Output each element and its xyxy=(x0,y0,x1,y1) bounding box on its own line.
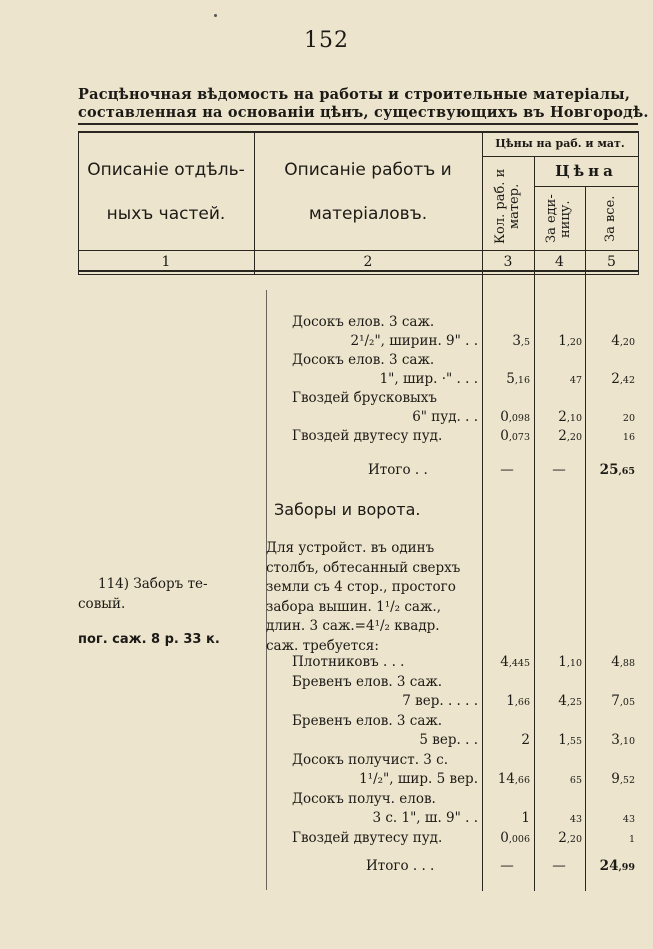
block1-row-unit-frac: 47 xyxy=(569,375,582,386)
block1-row-line2: 2¹/₂", ширин. 9" . . xyxy=(350,333,478,349)
block1-row-sum-frac: 16 xyxy=(622,432,635,443)
header-col4: За еди-ницу. xyxy=(544,194,573,244)
block2-row-qty-int: 1 xyxy=(521,810,530,826)
intro-line: столбъ, обтесанный сверхъ xyxy=(266,559,461,576)
title-rule xyxy=(78,123,638,125)
block2-total-qty: — xyxy=(500,858,514,874)
block2-row-sum-int: 4 xyxy=(611,654,620,670)
block1-row-unit-int: 1 xyxy=(558,333,567,349)
block1-row-unit xyxy=(536,333,582,349)
block2-row-line2: 3 с. 1", ш. 9" . . xyxy=(372,810,478,826)
block2-row-sum-frac: 43 xyxy=(622,814,635,825)
block1-total-label: Итого . . xyxy=(368,462,428,478)
block2-row-line1: Плотниковъ . . . xyxy=(292,654,405,670)
block2-row-sum-int: 9 xyxy=(611,771,620,787)
block2-row-qty xyxy=(484,654,530,670)
price-group-rule xyxy=(534,186,638,187)
block2-row-sum xyxy=(587,732,635,748)
block2-row-qty xyxy=(484,810,530,826)
header-bottom-rule xyxy=(78,250,638,251)
block2-row-unit-frac: 65 xyxy=(569,775,582,786)
block1-row-qty xyxy=(484,371,530,387)
block2-total-sum-frac: ,99 xyxy=(618,862,635,873)
block2-row-unit xyxy=(536,771,582,787)
block1-total-sum-frac: ,65 xyxy=(618,466,635,477)
block1-row-unit xyxy=(536,409,582,425)
block1-total-sum-int: 25 xyxy=(599,462,619,478)
block1-row-qty-frac: ,5 xyxy=(520,337,530,348)
block1-row-qty-frac: ,073 xyxy=(508,432,530,443)
block2-row-qty-int: 14 xyxy=(497,771,515,787)
block1-row-sum-frac: ,20 xyxy=(619,337,635,348)
block1-row-unit xyxy=(536,371,582,387)
block2-row-unit xyxy=(536,732,582,748)
block2-row-qty-int: 2 xyxy=(521,732,530,748)
block2-row-qty xyxy=(484,732,530,748)
block1-total-qty: — xyxy=(500,462,514,478)
block1-row-sum-frac: 20 xyxy=(622,413,635,424)
block1-total-unit: — xyxy=(552,462,566,478)
block2-row-sum-frac: ,05 xyxy=(619,697,635,708)
block2-row-line1: Досокъ получ. елов. xyxy=(292,790,436,807)
block2-total-sum-int: 24 xyxy=(599,858,619,874)
block1-row-qty-frac: ,098 xyxy=(508,413,530,424)
block1-row-line1: Досокъ елов. 3 саж. xyxy=(292,352,435,368)
block1-row-qty-int: 0 xyxy=(500,409,509,425)
header-col5: За все. xyxy=(603,195,618,243)
block1-row-sum xyxy=(587,428,635,444)
block2-row-unit xyxy=(536,830,582,846)
header-col1-line1: Описаніе отдѣль- xyxy=(87,160,245,180)
block2-row-unit-frac: 43 xyxy=(569,814,582,825)
block1-row-qty-frac: ,16 xyxy=(514,375,530,386)
block2-row-qty-frac: ,66 xyxy=(514,775,530,786)
block2-row-sum xyxy=(587,771,635,787)
block2-row-line1: Бревенъ елов. 3 саж. xyxy=(292,712,443,729)
block1-row-qty xyxy=(484,428,530,444)
block1-row-qty xyxy=(484,409,530,425)
block2-row-sum xyxy=(587,830,635,846)
block1-row-line2: 6" пуд. . . xyxy=(412,409,478,425)
block1-row-qty xyxy=(484,333,530,349)
block1-row-unit-int: 2 xyxy=(558,428,567,444)
block1-row-qty-int: 5 xyxy=(506,371,515,387)
block1-row-sum-int: 4 xyxy=(611,333,620,349)
numbers-double-rule xyxy=(78,274,638,275)
page-number: 152 xyxy=(304,28,349,53)
header-col2-line2: матеріаловъ. xyxy=(308,204,428,224)
block1-row-qty-int: 3 xyxy=(512,333,521,349)
numbers-bottom-rule xyxy=(78,270,638,272)
intro-line: земли съ 4 стор., простого xyxy=(266,579,456,595)
block2-row-sum-frac: ,10 xyxy=(619,736,635,747)
block2-row-qty-int: 0 xyxy=(500,829,509,846)
block1-row-unit-int: 2 xyxy=(558,409,567,425)
block2-row-line1: Бревенъ елов. 3 саж. xyxy=(292,673,443,690)
block1-row-unit-frac: ,10 xyxy=(566,413,582,424)
block1-row-sum xyxy=(587,409,635,425)
block1-row-unit-frac: ,20 xyxy=(566,432,582,443)
block2-row-line2: 5 вер. . . xyxy=(419,732,478,748)
col-rule-right xyxy=(638,131,639,275)
block1-row-unit-frac: ,20 xyxy=(566,337,582,348)
block1-row-line2: 1", шир. ·" . . . xyxy=(379,371,478,387)
intro-line: забора вышин. 1¹/₂ саж., xyxy=(266,598,441,615)
block1-row-unit xyxy=(536,428,582,444)
part-title-line2: совый. xyxy=(78,596,126,612)
block2-row-sum-frac: ,88 xyxy=(619,658,635,669)
block2-total-sum xyxy=(587,858,635,874)
block2-row-line2: 7 вер. . . . . xyxy=(402,693,478,709)
col-rule-2 xyxy=(482,131,483,891)
block1-row-line1: Досокъ елов. 3 саж. xyxy=(292,314,435,330)
block1-row-qty-int: 0 xyxy=(500,428,509,444)
block2-row-sum-int: 7 xyxy=(611,693,620,709)
colnum-4: 4 xyxy=(555,254,564,270)
block2-row-unit-int: 1 xyxy=(558,732,567,748)
block2-row-sum xyxy=(587,654,635,670)
block1-row-line1: Гвоздей брусковыхъ xyxy=(292,390,438,406)
block2-row-unit-int: 1 xyxy=(558,654,567,670)
block2-row-unit-frac: ,10 xyxy=(566,658,582,669)
block2-row-unit-frac: ,25 xyxy=(566,697,582,708)
header-prices-group: Цѣны на раб. и мат. xyxy=(495,137,625,150)
intro-line: длин. 3 саж.=4¹/₂ квадр. xyxy=(266,618,440,634)
block1-row-sum xyxy=(587,333,635,349)
block2-row-sum-int: 3 xyxy=(611,732,620,748)
part-unit-price: пог. саж. 8 р. 33 к. xyxy=(78,632,220,647)
block2-row-unit-int: 4 xyxy=(558,693,567,709)
printer-dot xyxy=(214,14,217,17)
block1-row-sum xyxy=(587,371,635,387)
block2-row-unit-frac: ,20 xyxy=(566,833,582,845)
col-rule-4 xyxy=(585,186,586,891)
prices-group-rule xyxy=(482,156,638,157)
block2-row-line1: Гвоздей двутесу пуд. xyxy=(292,829,443,846)
block2-row-unit-frac: ,55 xyxy=(566,736,582,747)
document-title-line2: составленная на основаніи цѣнъ, существующихъ въ Новгородѣ. xyxy=(78,104,649,121)
block2-row-line1: Досокъ получист. 3 с. xyxy=(292,751,449,768)
block2-row-unit xyxy=(536,693,582,709)
block2-row-unit-int: 2 xyxy=(558,829,567,846)
block2-row-qty-frac: ,66 xyxy=(514,697,530,708)
block2-row-sum-frac: ,52 xyxy=(619,775,635,786)
colnum-2: 2 xyxy=(363,254,373,270)
colnum-5: 5 xyxy=(607,254,616,270)
intro-line: саж. требуется: xyxy=(266,637,379,654)
table-top-rule xyxy=(78,131,638,133)
block2-row-qty xyxy=(484,771,530,787)
block2-row-qty-int: 4 xyxy=(500,654,509,670)
block2-row-qty-frac: ,445 xyxy=(508,658,530,669)
block2-total-unit: — xyxy=(552,858,566,874)
block1-row-line1: Гвоздей двутесу пуд. xyxy=(292,428,443,444)
intro-line: Для устройст. въ одинъ xyxy=(266,540,435,556)
block1-total-sum xyxy=(587,462,635,478)
colnum-1: 1 xyxy=(161,254,171,270)
document-title-line1: Расцѣночная вѣдомость на работы и строительные матеріалы, xyxy=(78,86,631,103)
block2-row-qty-frac: ,006 xyxy=(508,833,530,845)
block1-row-sum-int: 2 xyxy=(611,371,620,387)
block2-row-sum-frac: 1 xyxy=(628,833,635,845)
block1-row-sum-frac: ,42 xyxy=(619,375,635,386)
header-col3: Кол. раб. и матер. xyxy=(493,168,522,244)
colnum-3: 3 xyxy=(503,254,513,270)
block2-row-unit xyxy=(536,810,582,826)
block2-row-qty-int: 1 xyxy=(506,693,515,709)
block2-row-line2: 1¹/₂", шир. 5 вер. xyxy=(359,771,478,787)
block2-row-qty xyxy=(484,830,530,846)
block2-row-qty xyxy=(484,693,530,709)
part-title-line1: 114) Заборъ те- xyxy=(98,576,208,592)
section-title: Заборы и ворота. xyxy=(274,500,421,519)
header-col2-line1: Описаніе работъ и xyxy=(284,160,452,180)
header-price-group: Цѣна xyxy=(555,162,617,180)
block2-row-unit xyxy=(536,654,582,670)
block2-row-sum xyxy=(587,693,635,709)
block2-total-label: Итого . . . xyxy=(366,858,435,874)
header-col1-line2: ныхъ частей. xyxy=(106,204,226,224)
block2-row-sum xyxy=(587,810,635,826)
